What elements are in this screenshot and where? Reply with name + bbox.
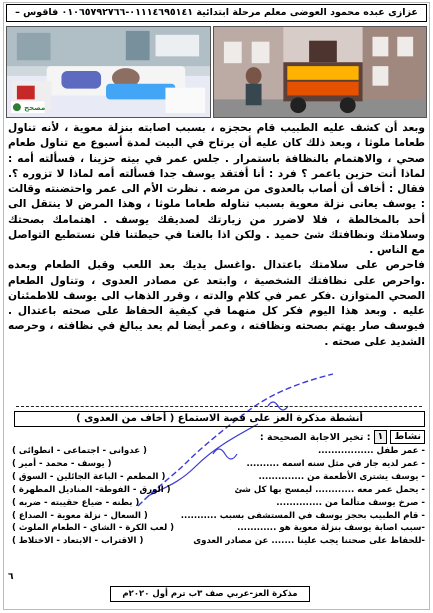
question-stem: - عمر لديه جار في مثل سنه اسمه .......... [246,458,425,469]
hospital-photo [6,26,211,118]
activity-number: ١ [374,430,388,444]
question-row [12,522,425,535]
hospital-logo [11,101,45,113]
question-stem: -سبب اصابة يوسف بنزلة معوية هو ............ [237,523,425,534]
teacher-header: عزازى عبده محمود العوضى معلم مرحلة ابتدائية ٠١١١٤٦٩٥١٤١-٠١٠٦٥٧٩٢٧٦٦ فاقوس – [6,4,427,22]
hospital-logo-text: مصحح [24,104,46,113]
multiple-choice-questions [12,445,425,548]
question-options: ( عدوانى - اجتماعى - انطوائى ) [12,446,147,456]
question-options: ( السعال - نزلة معوية - الصداع ) [12,510,148,521]
activity-instruction: : تخير الاجابة الصحيحة : [259,431,371,443]
activity-label: نشاط [390,430,425,444]
footer-title: مذكرة العز-عربي صف ٣ب ترم أول ٢٠٢٠م [110,586,310,602]
question-row [12,484,425,497]
question-stem: - قام الطبيب بحجز يوسف في المستشفى بسبب ........... [180,510,425,521]
activities-title: أنشطة مذكرة العز على قصة الاستماع ( أخاف من العدوى ) [14,411,425,427]
question-options: ( بطنه - ضياع حقيبته - ضربه ) [12,497,140,508]
question-stem: - يحمل عمر معه ............ ليمسح بها كل شئ [234,484,425,495]
question-stem: -للحفاظ على صحتنا يجب علينا ....... عن مصادر العدوى [193,536,425,547]
story-text [8,121,425,350]
question-stem: - صرخ يوسف متألما من .............. [276,497,425,508]
street-vendor-image [214,27,426,117]
question-row [12,497,425,510]
hospital-scene-image [7,27,210,117]
question-row [12,445,425,458]
question-options: ( الورق - الفوطة- المناديل المطهرة ) [12,484,171,495]
question-row [12,535,425,548]
question-row [12,471,425,484]
street-vendor-photo [213,26,427,118]
story-paragraph: فاحرص على سلامتك باعتدال .واغسل يديك بعد اللعب وقبل الطعام وبعده .واحرص على نظافتك الشخصية ، وابتعد عن مصادر العدوى ، وتناول الطعام الصحي المتوازن .فكر عمر في كلام والدته ، وقرر الذهاب الى يوسف للاطمئنان عليه . وبعد هذا اليوم فكر كل منهما في كيفية الحفاظ على صحته باعتدال . فيوسف صار يهتم بصحته ونظافته ، وعمر أيضا لم يعد يبالغ في نظافته ، وحرصه الشديد على صحته . [8,259,425,348]
question-options: ( الاقتراب - الابتعاد - الاختلاط ) [12,536,144,547]
question-options: ( لعب الكرة - الشاي - الطعام الملوث ) [12,523,175,534]
question-options: ( المطعم - الباعة الجائلين - السوق ) [12,471,166,482]
question-row [12,510,425,523]
activity-header [260,430,425,444]
page-number: ٦ [8,572,14,582]
section-divider [16,406,422,407]
story-paragraph: وبعد أن كشف عليه الطبيب قام بحجزه ، بسبب اصابته بنزلة معوية ، لأنه تناول طعاما ملوثا ، وبعد ذلك كان عليه أن يرتاح في البيت لمدة أسبوع مع تناول طعام صحي ، والاهتمام بالنظافة باستمرار . جلس عمر في بيته حزينا ، فسألته أمه : لماذا أنت حزين ياعمر ؟ فرد : أنا أفتقد يوسف جدا فسألته أمه لماذا لا تزوره ؟. فقال : أخاف أن أصاب بالعدوى من مرضه . نظرت الأم الى عمر واحتضنته وقالت : يوسف يعانى نزلة معوية بسبب تناوله طعاما ملوثا ، وهذا المرض لا ينتقل الى أحد بالمخالطة ، فلا لاضرر من زيارتك لصديقك يوسف . اهتمامك بصحتك وسلامتك ونظافتك شئ حميد . ولكن اذا بالغنا في حيطتنا فلن نستطيع التواصل مع الناس . [8,122,425,256]
question-stem: - عمر طفل ................. [318,446,425,456]
question-row [12,458,425,471]
question-options: ( يوسف - محمد - أمير ) [12,458,112,469]
question-stem: - يوسف يشترى الأطعمة من .............. [258,471,425,482]
